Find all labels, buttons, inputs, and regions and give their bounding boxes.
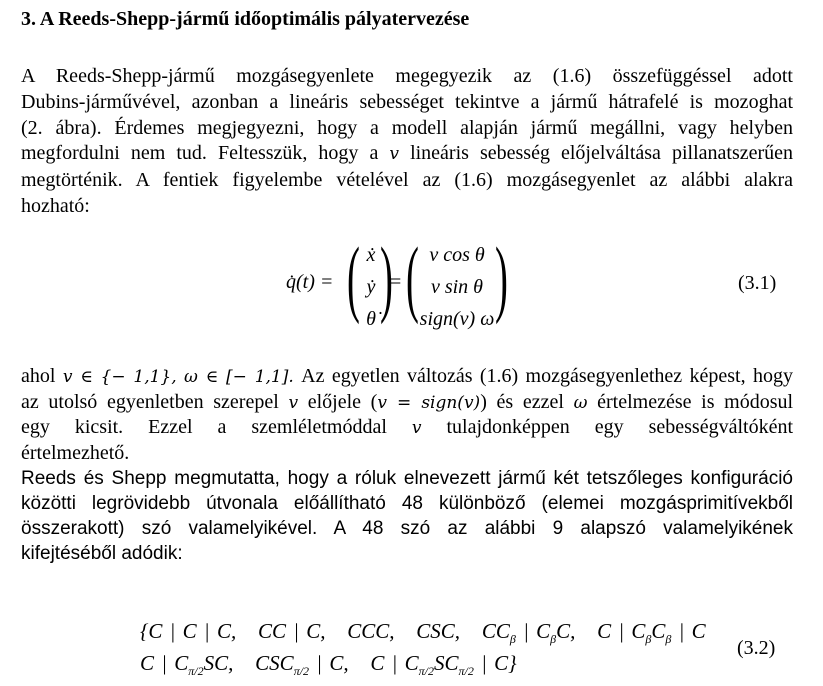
word: {C | C | C, [140,619,237,643]
text-segment: Az egyetlen változás (1.6) mozgásegyenlethez képest, hogy [301,365,793,387]
text-line: A Reeds-Shepp-jármű mozgásegyenlete megegyezik az (1.6) összefüggéssel adott [21,65,793,87]
text-line: összerakott) szó valamelyikével. A 48 szó az alábbi 9 alapszó valamelyikének [21,518,793,539]
word: C | C [597,619,646,643]
word: | C [671,619,706,643]
subscript: π/2 [188,664,204,678]
word: CSC [255,651,294,675]
math-v: v [288,392,299,413]
math-v: v [389,144,400,165]
text-segment: értelmezése is módosul [597,390,794,413]
math-omega: ω [573,392,588,413]
text-segment: ) és ezzel [480,390,564,413]
subscript: β [665,632,672,646]
word: C | C [370,651,419,675]
eq-row-2 [140,651,517,679]
math-sign-v: v = sign(v) [377,392,481,413]
text-line [21,390,793,416]
word: SC [433,651,459,675]
text-line [21,415,793,441]
word: | C} [473,651,517,675]
word: CSC, [416,619,461,643]
word: SC, [203,651,234,675]
text-segment: előjele ( [307,390,378,413]
text-line: értelmezhető. [21,441,130,464]
eq-lhs: q̇(t) = [286,271,334,293]
text-line: hozható: [21,194,90,217]
word: C, [556,619,576,643]
word: | C [515,619,551,643]
text-line: megtörténik. A fentiek figyelembe vételével az (1.6) mozgásegyenlet az alábbi alakra [21,169,793,192]
text-line: kifejtéséből adódik: [21,543,183,564]
text-line: közötti legrövidebb útvonala előállítható 48 különböző (elemei mozgásprimitívekből [21,493,793,514]
text-segment: egy kicsit. Ezzel a szemléletmóddal [21,416,387,438]
text-segment: ahol [21,365,56,387]
section-title: 3. A Reeds-Shepp-jármű időoptimális pályatervezése [21,8,470,30]
word: CCC, [347,619,395,643]
subscript: β [550,632,557,646]
word: C [651,619,666,643]
text-line [21,141,793,168]
math-v: v [411,418,422,438]
left-paren: ( [347,229,360,325]
paragraph-explanation [21,364,793,465]
right-paren: ) [495,229,508,325]
text-segment: az utolsó egyenletben szerepel [21,390,279,413]
subscript: π/2 [418,664,434,678]
subscript: β [645,632,652,646]
equation-number: (3.1) [738,272,777,294]
word: CC [481,619,510,643]
equation-number: (3.2) [737,637,776,659]
eq-row-1 [140,619,706,647]
subscript: π/2 [293,664,310,678]
paragraph-reeds-shepp [21,466,793,566]
right-paren: ) [380,229,393,325]
subscript: π/2 [458,664,474,678]
text-line [21,364,793,390]
text-line: Dubins-járművével, azonban a lineáris sebességet tekintve a jármű hátrafelé is mozoghat [21,90,793,113]
eq-vector-velocity: v cos θ v sin θ sign(v) ω [419,244,495,330]
eq-equals: = [390,271,402,293]
text-line: Reeds és Shepp megmutatta, hogy a róluk elnevezett jármű két tetszőleges konfiguráció [21,468,793,489]
math-omega-set: ω ∈ [− 1,1]. [184,367,294,387]
word: C | C [140,651,189,675]
left-paren: ( [406,229,419,325]
text-segment: tulajdonképpen egy sebességváltóként [446,416,794,438]
eq-vector-state: ẋ ẏ θ̇ [366,244,376,330]
word: CC | C, [257,619,326,643]
text-segment: megfordulni nem tud. Feltesszük, hogy a [21,142,379,165]
math-v-set: v ∈ {− 1,1}, [62,367,177,387]
text-line: (2. ábra). Érdemes megjegyezni, hogy a modell alapján jármű megállni, vagy helyben [21,116,793,139]
word: | C, [309,651,349,675]
paragraph-intro [21,64,793,220]
subscript: β [509,632,516,646]
text-segment: lineáris sebesség előjelváltása pillanatszerűen [410,142,794,165]
